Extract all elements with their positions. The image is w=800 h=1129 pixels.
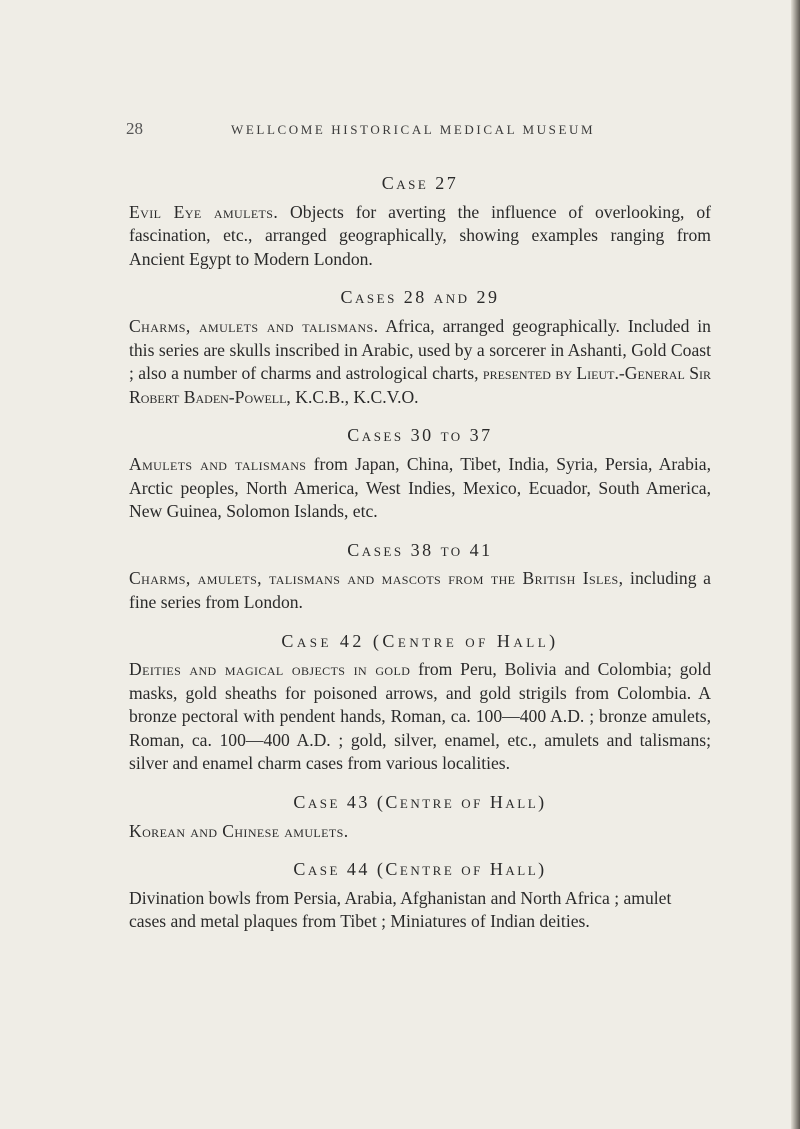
case-description — [129, 315, 711, 409]
donor-credit: presented by Lieut.-General Sir Robert Baden-Powell, K.C.B., K.C.V.O. — [129, 363, 712, 407]
cases-30-37-section — [129, 424, 711, 523]
description-text: Objects for averting the influence of overlooking, of fascination, etc., arranged geographically, showing examples ranging from Ancient Egypt to Modern London. — [129, 201, 711, 269]
case-42-section — [129, 630, 711, 777]
case-heading: Case 42 (Centre of Hall) — [281, 630, 559, 651]
description-text: Divination bowls from Persia, Arabia, Afghanistan and North Africa ; amulet cases and metal plaques from Tibet ; Miniatures of Indian deities. — [129, 887, 672, 932]
case-44-section — [129, 858, 711, 934]
case-27-section — [129, 172, 711, 271]
lead-phrase: Evil Eye amulets. — [129, 201, 279, 222]
cases-38-41-section — [129, 539, 711, 615]
case-heading: Cases 30 to 37 — [347, 425, 493, 446]
lead-phrase: Deities and magical objects in gold — [129, 659, 411, 680]
description-text: from Japan, China, Tibet, India, Syria, Persia, Arabia, Arctic peoples, North America, West Indies, Mexico, Ecuador, South America, New Guinea, Solomon Islands, etc. — [129, 453, 711, 522]
case-description — [129, 453, 711, 524]
lead-phrase: Charms, amulets, talismans and mascots from the British Isles, — [129, 568, 624, 589]
case-heading: Case 27 — [381, 173, 459, 193]
page-edge-shadow — [791, 0, 800, 1129]
running-title: WELLCOME HISTORICAL MEDICAL MUSEUM — [231, 122, 596, 137]
cases-28-29-section — [129, 286, 711, 409]
description-text: from Peru, Bolivia and Colombia; gold masks, gold sheaths for poisoned arrows, and gold strigils from Colombia. A bronze pectoral with pendent hands, Roman, ca. 100—400 A.D. ; bronze amulets, Roman, ca. 100—400 A.D. ; gold, silver, enamel, etc., amulets and talismans; silver and enamel charm cases from various localities. — [129, 659, 711, 774]
case-description — [129, 820, 711, 844]
catalogue-text — [129, 172, 711, 949]
case-heading: Case 44 (Centre of Hall) — [293, 859, 547, 880]
case-heading: Cases 38 to 41 — [347, 539, 493, 560]
page-number: 28 — [126, 119, 143, 138]
case-description — [129, 887, 711, 934]
description-text: Africa, arranged geographically. Included in this series are skulls inscribed in Arabic, used by a sorcerer in Ashanti, Gold Coast ; also a number of charms and astrological charts, — [129, 315, 711, 384]
case-description — [129, 201, 711, 272]
case-description — [129, 658, 711, 776]
lead-phrase: Korean and Chinese amulets. — [129, 820, 349, 841]
lead-phrase: Amulets and talismans — [129, 453, 307, 474]
page-header — [126, 119, 708, 142]
description-text: including a fine series from London. — [129, 568, 711, 612]
case-heading: Case 43 (Centre of Hall) — [293, 792, 547, 813]
case-description — [129, 567, 711, 614]
lead-phrase: Charms, amulets and talismans. — [129, 315, 379, 336]
case-heading: Cases 28 and 29 — [340, 287, 500, 308]
case-43-section — [129, 791, 711, 843]
